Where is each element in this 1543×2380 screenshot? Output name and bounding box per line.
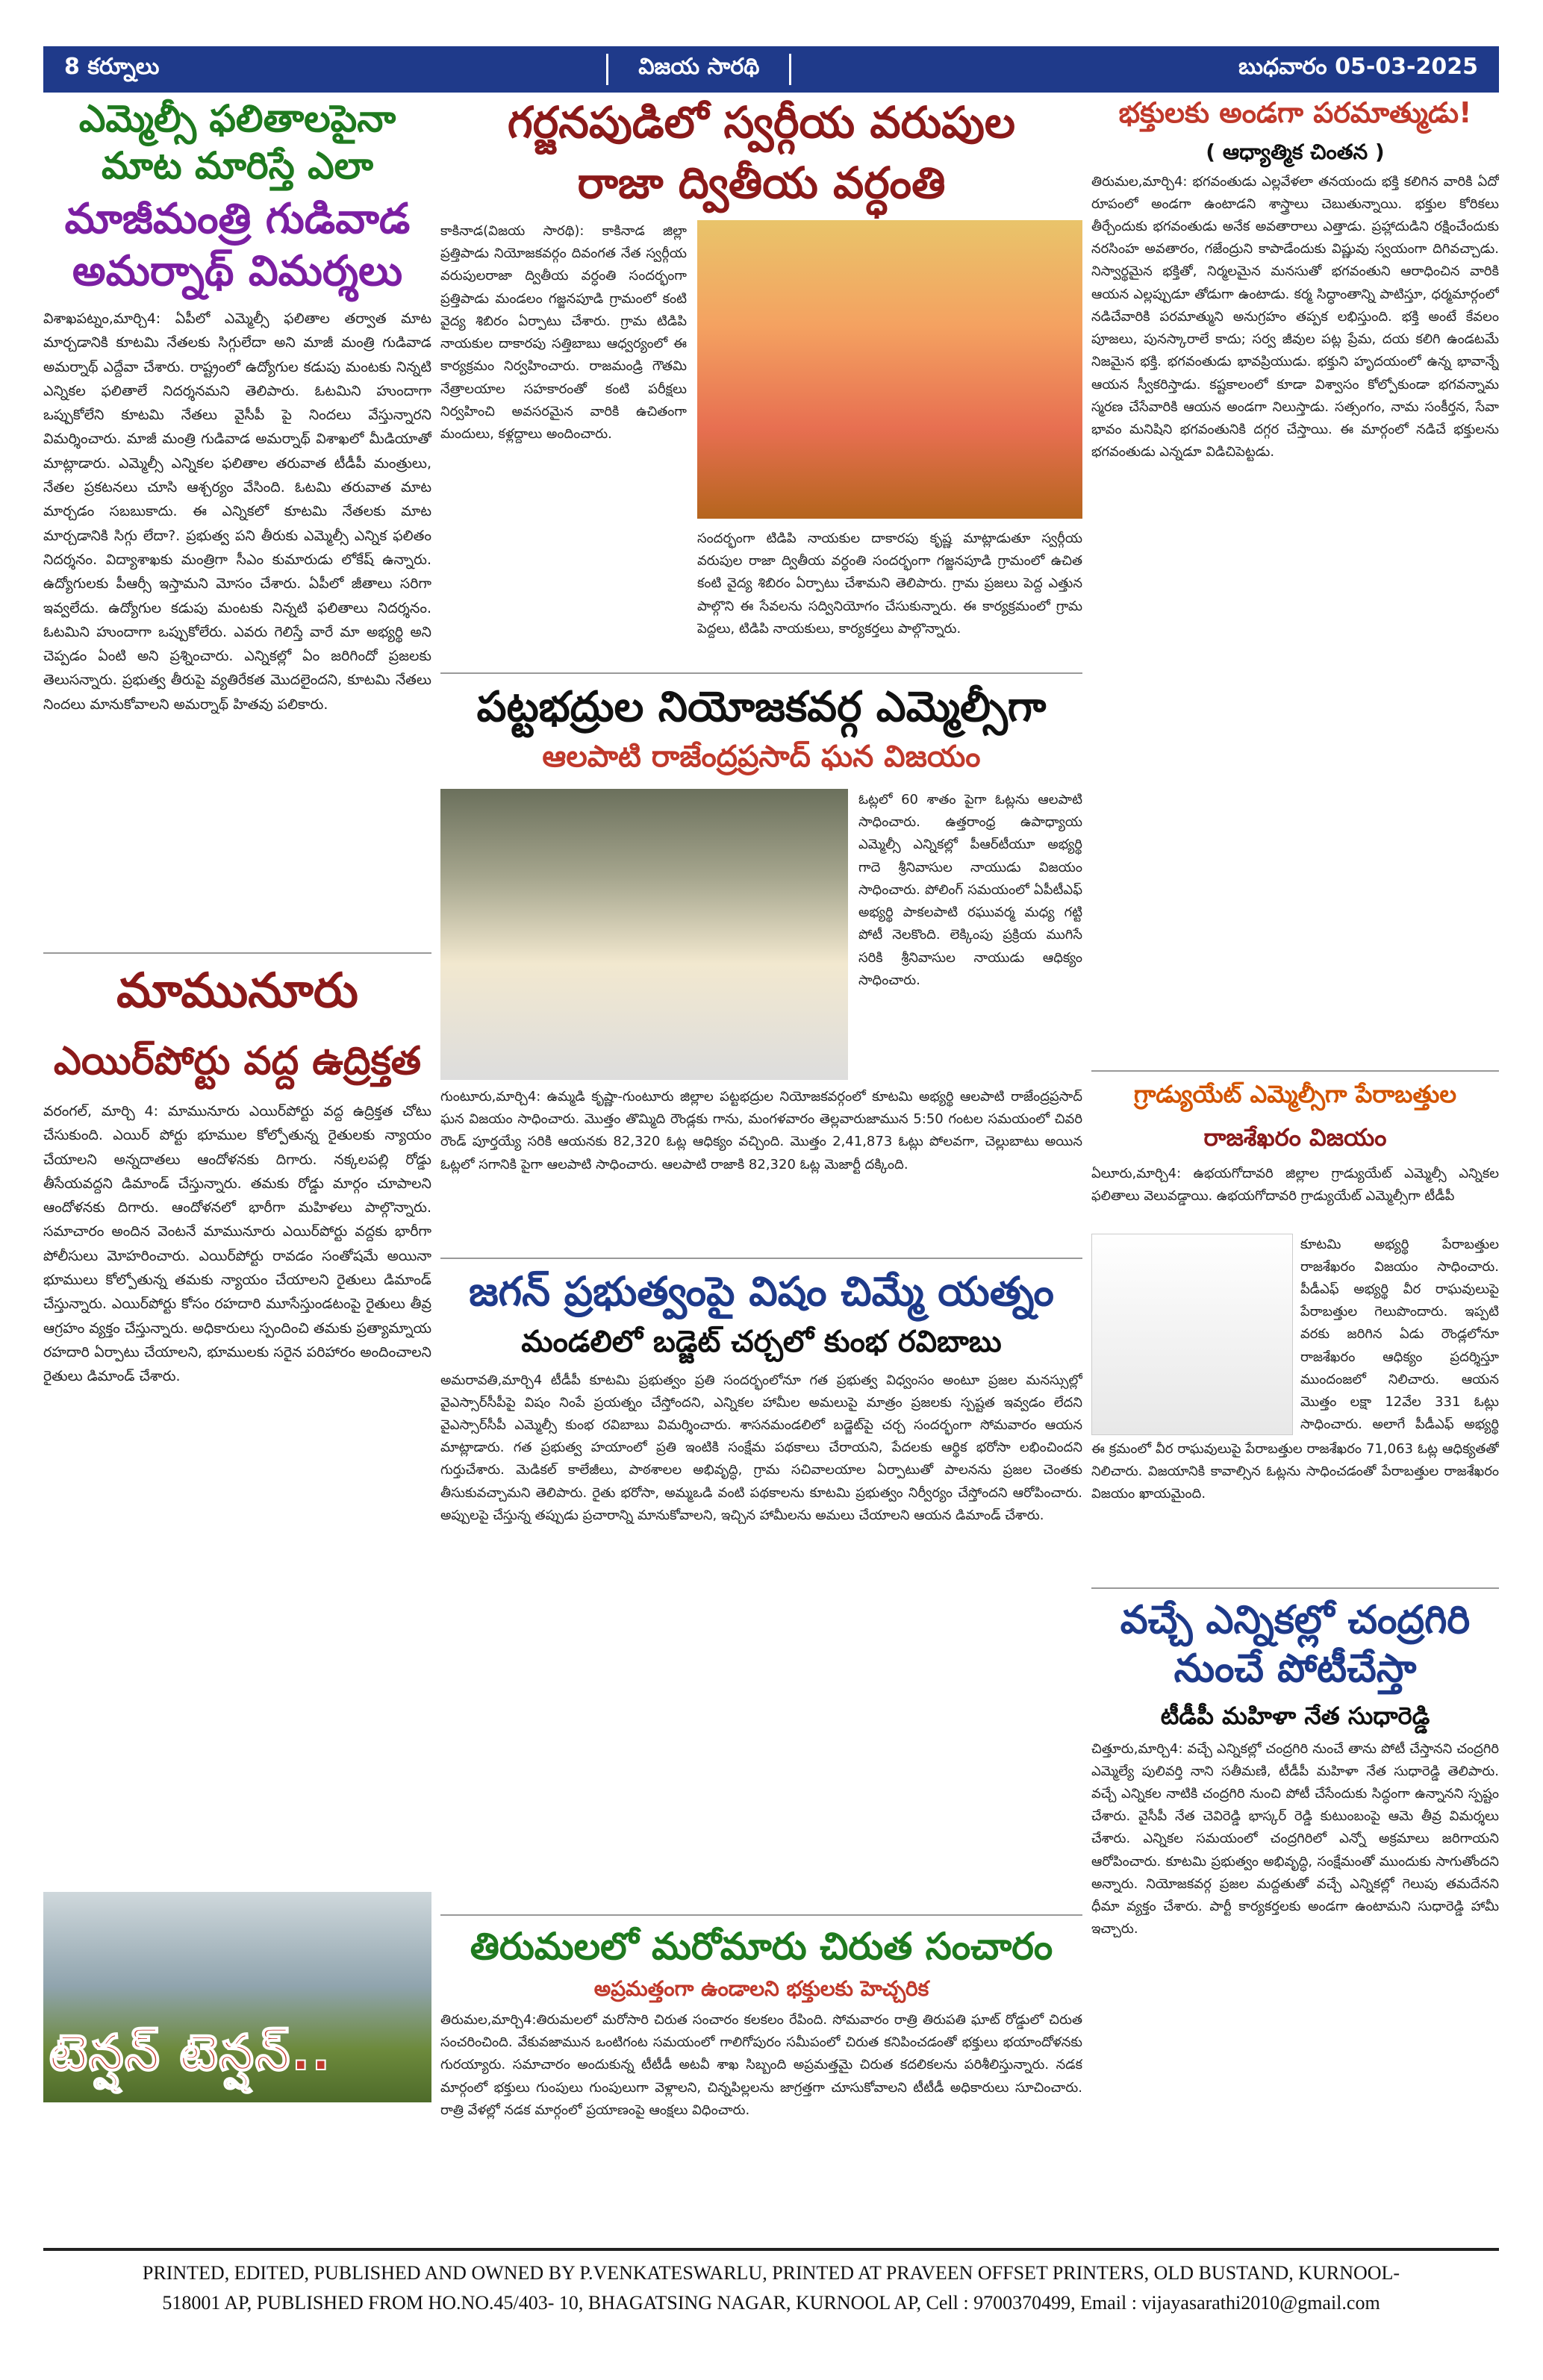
divider xyxy=(43,952,431,954)
article-chandragiri xyxy=(1091,1596,1499,2299)
candidate-group-photo xyxy=(440,789,848,1080)
masthead-bar xyxy=(43,46,1499,93)
headline-line: మాజీమంత్రి గుడివాడ xyxy=(64,195,411,243)
newspaper-name: విజయ సారథి xyxy=(606,54,791,85)
article-jagan xyxy=(440,1266,1082,1907)
article-body: కూటమి అభ్యర్థి పేరాబత్తుల రాజశేఖరం విజయం సాధించారు. పీడీఎఫ్ అభ్యర్థి వీర రాఘవులుపై పేరాబత్తుల గెలుపొందారు. ఇప్పటి వరకు జరిగిన ఏడు రౌండ్లలోనూ రాజశేఖరం ఆధిక్యం ప్రదర్శిస్తూ ముందంజలో నిలిచారు. ఆయన మొత్తం లక్షా 12వేల 331 ఓట్లు సాధించారు. అలాగే పీడీఎఫ్ అభ్యర్థి xyxy=(1300,1236,1499,1433)
article-mlc-results xyxy=(43,96,431,945)
headline-line: మాట మారిస్తే ఎలా xyxy=(102,143,373,187)
article-body: విశాఖపట్నం,మార్చి4: ఏపీలో ఎమ్మెల్సీ ఫలితాల తర్వాత మాట మార్చడానికి కూటమి నేతలకు సిగ్గులేదా అని మాజీ మంత్రి గుడివాడ అమర్నాథ్ ఎద్దేవా చేశారు. రాష్ట్రంలో ఉద్యోగుల కడుపు మంటకు నిన్నటి ఎన్నికల ఫలితాలే నిదర్శనమని తెలిపారు. ఓటమిని హుందాగా ఒప్పుకోలేని కూటమి నేతలు వైసీపీ పై నిందలు వేస్తున్నారని విమర్శించారు. మాజీ మంత్రి గుడివాడ అమర్నాథ్ విశాఖలో మీడియాతో మాట్లాడారు. ఎమ్మెల్సీ ఎన్నికల ఫలితాల తరువాత టీడీపీ మంత్రులు, నేతల ప్రకటనలు చూసి ఆశ్చర్యం వేసింది. ఓటమి తరువాత మాట మార్చడం సబబుకాదు. ఈ ఎన్నికలో కూటమి నేతలకు మాట మార్చడానికి సిగ్గు లేదా?. ప్రభుత్వ పని తీరుకు ఎమ్మెల్సీ ఎన్నిక ఫలితం నిదర్శనం. విద్యాశాఖకు మంత్రిగా సీఎం కుమారుడు లోకేష్ ఉన్నారు. ఉద్యోగులకు పీఆర్సీ ఇస్తామని మోసం చేశారు. ఏపీలో జీతాలు సరిగా ఇవ్వలేదు. ఉద్యోగుల కడుపు మంటకు నిన్నటి ఫలితాలు నిదర్శనం. ఓటమిని హుందాగా ఒప్పుకోలేరు. ఎవరు గెలిస్తే వారే మా అభ్యర్థి అని చెప్పడం ఏంటి అని ప్రశ్నించారు. ఎన్నికల్లో ఏం జరిగిందో ప్రజలకు తెలుసన్నారు. ప్రభుత్వ తీరుపై వ్యతిరేకత మొదలైందని, కూటమి నేతలు నిందలు మానుకోవాలని అమర్నాథ్ హితవు పలికారు. xyxy=(43,310,431,713)
article-graduates-mlc xyxy=(440,681,1082,1250)
imprint-footer xyxy=(43,2248,1499,2319)
page-label: 8 కర్నూలు xyxy=(64,54,160,80)
headline-line: రాజశేఖరం విజయం xyxy=(1203,1122,1387,1152)
headline-line: నుంచే పోటీచేస్తా xyxy=(1173,1646,1417,1691)
article-body: గుంటూరు,మార్చి4: ఉమ్మడి కృష్ణా-గుంటూరు జిల్లాల పట్టభద్రుల నియోజకవర్గంలో కూటమి అభ్యర్థి ఆలపాటి రాజేంద్రప్రసాద్ ఘన విజయం సాధించారు. మొత్తం తొమ్మిది రౌండ్లకు గాను, మంగళవారం తెల్లవారుజామున 5:50 గంటల సమయంలో చివరి రౌండ్ పూర్తయ్యే సరికి ఆయనకు 82,320 ఓట్ల ఆధిక్యం వచ్చింది. మొత్తం 2,41,873 ఓట్లు పోలవగా, చెల్లుబాటు అయిన ఓట్లలో సగానికి పైగా ఆలపాటి సాధించారు. ఆలపాటి రాజాకి 82,320 ఓట్ల మెజార్టీ దక్కింది. xyxy=(440,1089,1082,1172)
headline-line: మండలిలో బడ్జెట్ చర్చలో కుంభ రవిబాబు xyxy=(521,1324,1002,1359)
headline-line: గర్జనపుడిలో స్వర్గీయ వరుపుల xyxy=(507,97,1016,148)
divider xyxy=(440,1914,1082,1916)
article-body: తిరుమల,మార్చి4:తిరుమలలో మరోసారి చిరుత సంచారం కలకలం రేపింది. సోమవారం రాత్రి తిరుపతి ఘాట్ రోడ్డులో చిరుత సంచరించింది. వేకువజామున ఒంటిగంట సమయంలో గాలిగోపురం సమీపంలో చిరుత కనిపించడంతో భక్తులు భయాందోళనకు గురయ్యారు. సమాచారం అందుకున్న టీటీడీ అటవీ శాఖ సిబ్బంది అప్రమత్తమై చిరుత కదలికలను పరిశీలిస్తున్నారు. నడక మార్గంలో భక్తులు గుంపులు గుంపులుగా వెళ్లాలని, చిన్నపిల్లలను జాగ్రత్తగా చూసుకోవాలని టీటీడీ అధికారులు సూచించారు. రాత్రి వేళల్లో నడక మార్గంలో ప్రయాణంపై ఆంక్షలు విధించారు. xyxy=(440,2012,1082,2118)
article-tirumala-leopard xyxy=(440,1923,1082,2170)
headline-line: తిరుమలలో మరోమారు చిరుత సంచారం xyxy=(470,1924,1053,1968)
article-vardhanthi xyxy=(440,96,1082,662)
headline-line: టీడీపీ మహిళా నేత సుధారెడ్డి xyxy=(1160,1701,1430,1730)
headline-line: మామునూరు xyxy=(116,963,358,1019)
imprint-line: 518001 AP, PUBLISHED FROM HO.NO.45/403- 10, BHAGATSING NAGAR, KURNOOL AP, Cell : 9700370499, Email : vijayasarathi2010@gmail.com xyxy=(162,2292,1380,2314)
article-perabathula xyxy=(1091,1079,1499,1580)
article-body: తిరుమల,మార్చి4: భగవంతుడు ఎల్లవేళలా తనయందు భక్తి కలిగిన వారికి ఏదో రూపంలో అండగా ఉంటాడని శాస్త్రాలు చెబుతున్నాయి. భక్తుల కోరికలు తీర్చేందుకు భగవంతుడు అనేక అవతారాలు ఎత్తాడు. ప్రహ్లాదుడిని రక్షించేందుకు నరసింహ అవతారం, గజేంద్రుని కాపాడేందుకు విష్ణువు స్వయంగా దిగివచ్చాడు. నిస్వార్థమైన భక్తితో, నిర్మలమైన మనసుతో భగవంతుని ఆరాధించిన వారికి ఆయన ఎల్లప్పుడూ తోడుగా ఉంటాడు. కర్మ సిద్ధాంతాన్ని పాటిస్తూ, ధర్మమార్గంలో నడిచేవారికి పరమాత్ముని అనుగ్రహం తప్పక లభిస్తుంది. భక్తి అంటే కేవలం పూజలు, పునస్కారాలే కాదు; సర్వ జీవుల పట్ల ప్రేమ, దయ కలిగి ఉండటమే నిజమైన భక్తి. భగవంతుడు భావప్రియుడు. భక్తుని హృదయంలో ఉన్న భావాన్నే ఆయన స్వీకరిస్తాడు. కష్టకాలంలో కూడా విశ్వాసం కోల్పోకుండా భగవన్నామ స్మరణ చేసేవారికి ఆయన అండగా నిలుస్తాడు. సత్సంగం, నామ సంకీర్తన, సేవా భావం మనిషిని భగవంతునికి దగ్గర చేస్తాయి. ఈ మార్గంలో నడిచే భక్తులను భగవంతుడు ఎన్నడూ విడిచిపెట్టడు. xyxy=(1091,173,1499,460)
article-body: సందర్భంగా టిడిపి నాయకుల దాకారపు కృష్ణ మాట్లాడుతూ స్వర్గీయ వరుపుల రాజా ద్వితీయ వర్ధంతి సందర్భంగా గజ్జనపూడి గ్రామంలో ఉచిత కంటి వైద్య శిబిరం ఏర్పాటు చేశామని తెలిపారు. గ్రామ ప్రజలు పెద్ద ఎత్తున పాల్గొని ఈ సేవలను సద్వినియోగం చేసుకున్నారు. ఈ కార్యక్రమంలో గ్రామ పెద్దలు, టిడిపి నాయకులు, కార్యకర్తలు పాల్గొన్నారు. xyxy=(697,531,1082,637)
article-bhakti xyxy=(1091,96,1499,1063)
article-airport xyxy=(43,961,431,2102)
headline-line: ( ఆధ్యాత్మిక చింతన ) xyxy=(1206,139,1385,164)
right-column xyxy=(1091,96,1499,2299)
headline-line: ఎయిర్‌పోర్టు వద్ద ఉద్రిక్తత xyxy=(53,1039,422,1084)
headline-line: జగన్ ప్రభుత్వంపై విషం చిమ్మే యత్నం xyxy=(469,1268,1054,1315)
eye-camp-photo xyxy=(697,220,1082,519)
headline-line: ఎమ్మెల్సీ ఫలితాలపైనా xyxy=(78,97,396,140)
divider xyxy=(440,672,1082,674)
article-body: వరంగల్, మార్చి 4: మామునూరు ఎయిర్‌పోర్టు వద్ద ఉద్రిక్తత చోటు చేసుకుంది. ఎయిర్ పోర్టు భూముల కోల్పోతున్న రైతులకు న్యాయం చేయాలని అన్నదాతలు ఆందోళనకు దిగారు. నక్కలపల్లి రోడ్డు తీసేయవద్దని డిమాండ్ చేస్తున్నారు. తమకు రోడ్డు మార్గం చూపాలని ఆందోళనకు దిగారు. ఆందోళనలో భారీగా మహిళలు పాల్గొన్నారు. సమాచారం అందిన వెంటనే మామునూరు ఎయిర్‌పోర్టు వద్దకు భారీగా పోలీసులు మోహరించారు. ఎయిర్‌పోర్టు రావడం సంతోషమే అయినా భూములు కోల్పోతున్న తమకు న్యాయం చేయాలని రైతులు డిమాండ్ చేస్తున్నారు. ఎయిర్‌పోర్టు కోసం రహదారి మూసేస్తుండటంపై రైతులు తీవ్ర ఆగ్రహం వ్యక్తం చేస్తున్నారు. అధికారులు స్పందించి తమకు ప్రత్యామ్నాయ రహదారి ఏర్పాటు చేయాలని, భూములకు సరైన పరిహారం అందించాలని రైతులు డిమాండ్ చేశారు. xyxy=(43,1103,431,1385)
headline-line: పట్టభద్రుల నియోజకవర్గ ఎమ్మెల్సీగా xyxy=(476,683,1047,731)
headline-line: గ్రాడ్యుయేట్ ఎమ్మెల్సీగా పేరాబత్తుల xyxy=(1133,1079,1457,1108)
divider xyxy=(1091,1587,1499,1589)
issue-date: బుధవారం 05-03-2025 xyxy=(1238,54,1478,80)
imprint-line: PRINTED, EDITED, PUBLISHED AND OWNED BY P.VENKATESWARLU, PRINTED AT PRAVEEN OFFSET PRINTERS, OLD BUSTAND, KURNOOL- xyxy=(142,2262,1400,2284)
article-body: ఈ క్రమంలో వీర రాఘవులుపై పేరాబత్తుల రాజశేఖరం 71,063 ఓట్ల ఆధిక్యతతో నిలిచారు. విజయానికి కావాల్సిన ఓట్లను సాధించడంతో పేరాబత్తుల రాజశేఖరం విజయం ఖాయమైంది. xyxy=(1091,1440,1499,1502)
candidate-portrait-photo xyxy=(1091,1234,1293,1435)
headline-line: ఆలపాటి రాజేంద్రప్రసాద్ ఘన విజయం xyxy=(542,740,981,774)
divider xyxy=(440,1258,1082,1259)
article-body: చిత్తూరు,మార్చి4: వచ్చే ఎన్నికల్లో చంద్రగిరి నుంచే తాను పోటీ చేస్తానని చంద్రగిరి ఎమ్మెల్యే పులివర్తి నాని సతీమణి, టీడీపీ మహిళా నేత సుధారెడ్డి తెలిపారు. వచ్చే ఎన్నికల నాటికి చంద్రగిరి నుంచి పోటీ చేసేందుకు సిద్ధంగా ఉన్నానని స్పష్టం చేశారు. వైసీపీ నేత చెవిరెడ్డి భాస్కర్ రెడ్డి కుటుంబంపై ఆమె తీవ్ర విమర్శలు చేశారు. ఎన్నికల సమయంలో చంద్రగిరిలో ఎన్నో అక్రమాలు జరిగాయని ఆరోపించారు. కూటమి ప్రభుత్వం అభివృద్ధి, సంక్షేమంతో ముందుకు సాగుతోందని అన్నారు. నియోజకవర్గ ప్రజల మద్దతుతో వచ్చే ఎన్నికల్లో గెలుపు తమదేనని ధీమా వ్యక్తం చేశారు. పార్టీ కార్యకర్తలకు అండగా ఉంటామని సుధారెడ్డి హామీ ఇచ్చారు. xyxy=(1091,1740,1499,1937)
article-body: అమరావతి,మార్చి4 టీడీపీ కూటమి ప్రభుత్వం ప్రతి సందర్భంలోనూ గత ప్రభుత్వ విధ్వంసం అంటూ ప్రజల మనస్సుల్లో వైఎస్సార్‌సీపీపై విషం నింపే ప్రయత్నం చేస్తోందని, ఎన్నికల హామీల అమలుపై మాత్రం ప్రజలకు స్పష్టత ఇవ్వడం లేదని వైఎస్సార్‌సీపీ ఎమ్మెల్సీ కుంభ రవిబాబు విమర్శించారు. శాసనమండలిలో బడ్జెట్‌పై చర్చ సందర్భంగా సోమవారం ఆయన మాట్లాడారు. గత ప్రభుత్వ హయాంలో ప్రతి ఇంటికి సంక్షేమ పథకాలు చేరాయని, పేదలకు ఆర్థిక భరోసా లభించిందని గుర్తుచేశారు. మెడికల్ కాలేజీలు, పాఠశాలల అభివృద్ధి, గ్రామ సచివాలయాల ఏర్పాటుతో పాలనను ప్రజల చెంతకు తీసుకువచ్చామని తెలిపారు. రైతు భరోసా, అమ్మఒడి వంటి పథకాలను కూటమి ప్రభుత్వం నిర్వీర్యం చేస్తోందని ఆరోపించారు. అప్పులపై చేస్తున్న తప్పుడు ప్రచారాన్ని మానుకోవాలని, ఇచ్చిన హామీలను అమలు చేయాలని ఆయన డిమాండ్ చేశారు. xyxy=(440,1372,1082,1523)
article-body: ఏలూరు,మార్చి4: ఉభయగోదావరి జిల్లాల గ్రాడ్యుయేట్ ఎమ్మెల్సీ ఎన్నికల ఫలితాలు వెలువడ్డాయి. ఉభయగోదావరి గ్రాడ్యుయేట్ ఎమ్మెల్సీగా టీడీపీ xyxy=(1091,1165,1499,1204)
headline-line: వచ్చే ఎన్నికల్లో చంద్రగిరి xyxy=(1120,1597,1471,1643)
article-body: కాకినాడ(విజయ సారథి): కాకినాడ జిల్లా ప్రత్తిపాడు నియోజకవర్గం దివంగత నేత స్వర్గీయ వరుపులరాజా ద్వితీయ వర్ధంతి సందర్భంగా ప్రత్తిపాడు మండలం గజ్జనపూడి గ్రామంలో కంటి వైద్య శిబిరం ఏర్పాటు చేశారు. గ్రామ టిడిపి నాయకుల దాకారపు సత్తిబాబు ఆధ్వర్యంలో ఈ కార్యక్రమం నిర్వహించారు. రాజమండ్రి గౌతమి నేత్రాలయాల సహకారంతో కంటి పరీక్షలు నిర్వహించి అవసరమైన వారికి ఉచితంగా మందులు, కళ్లద్దాలు అందించారు. xyxy=(440,223,687,443)
airport-protest-photo xyxy=(43,1892,431,2102)
headline-line: రాజా ద్వితీయ వర్ధంతి xyxy=(577,157,946,208)
headline-line: అమర్నాథ్ విమర్శలు xyxy=(72,247,403,296)
left-column xyxy=(43,96,431,2102)
headline-line: అప్రమత్తంగా ఉండాలని భక్తులకు హెచ్చరిక xyxy=(593,1976,929,2001)
headline-line: భక్తులకు అండగా పరమాత్ముడు! xyxy=(1118,96,1472,129)
article-body: ఓట్లలో 60 శాతం పైగా ఓట్లను ఆలపాటి సాధించారు. ఉత్తరాంధ్ర ఉపాధ్యాయ ఎమ్మెల్సీ ఎన్నికల్లో పీఆర్‌టీయూ అభ్యర్థి గాదె శ్రీనివాసుల నాయుడు విజయం సాధించారు. పోలింగ్ సమయంలో ఏపీటీఎఫ్ అభ్యర్థి పాకలపాటి రఘువర్మ మధ్య గట్టి పోటీ నెలకొంది. లెక్కింపు ప్రక్రియ ముగిసే సరికి శ్రీనివాసుల నాయుడు ఆధిక్యం సాధించారు. xyxy=(858,792,1082,988)
middle-column xyxy=(440,96,1082,2170)
photo-overlay-caption: టెన్షన్ టెన్షన్.. xyxy=(49,2024,332,2081)
divider xyxy=(1091,1070,1499,1072)
